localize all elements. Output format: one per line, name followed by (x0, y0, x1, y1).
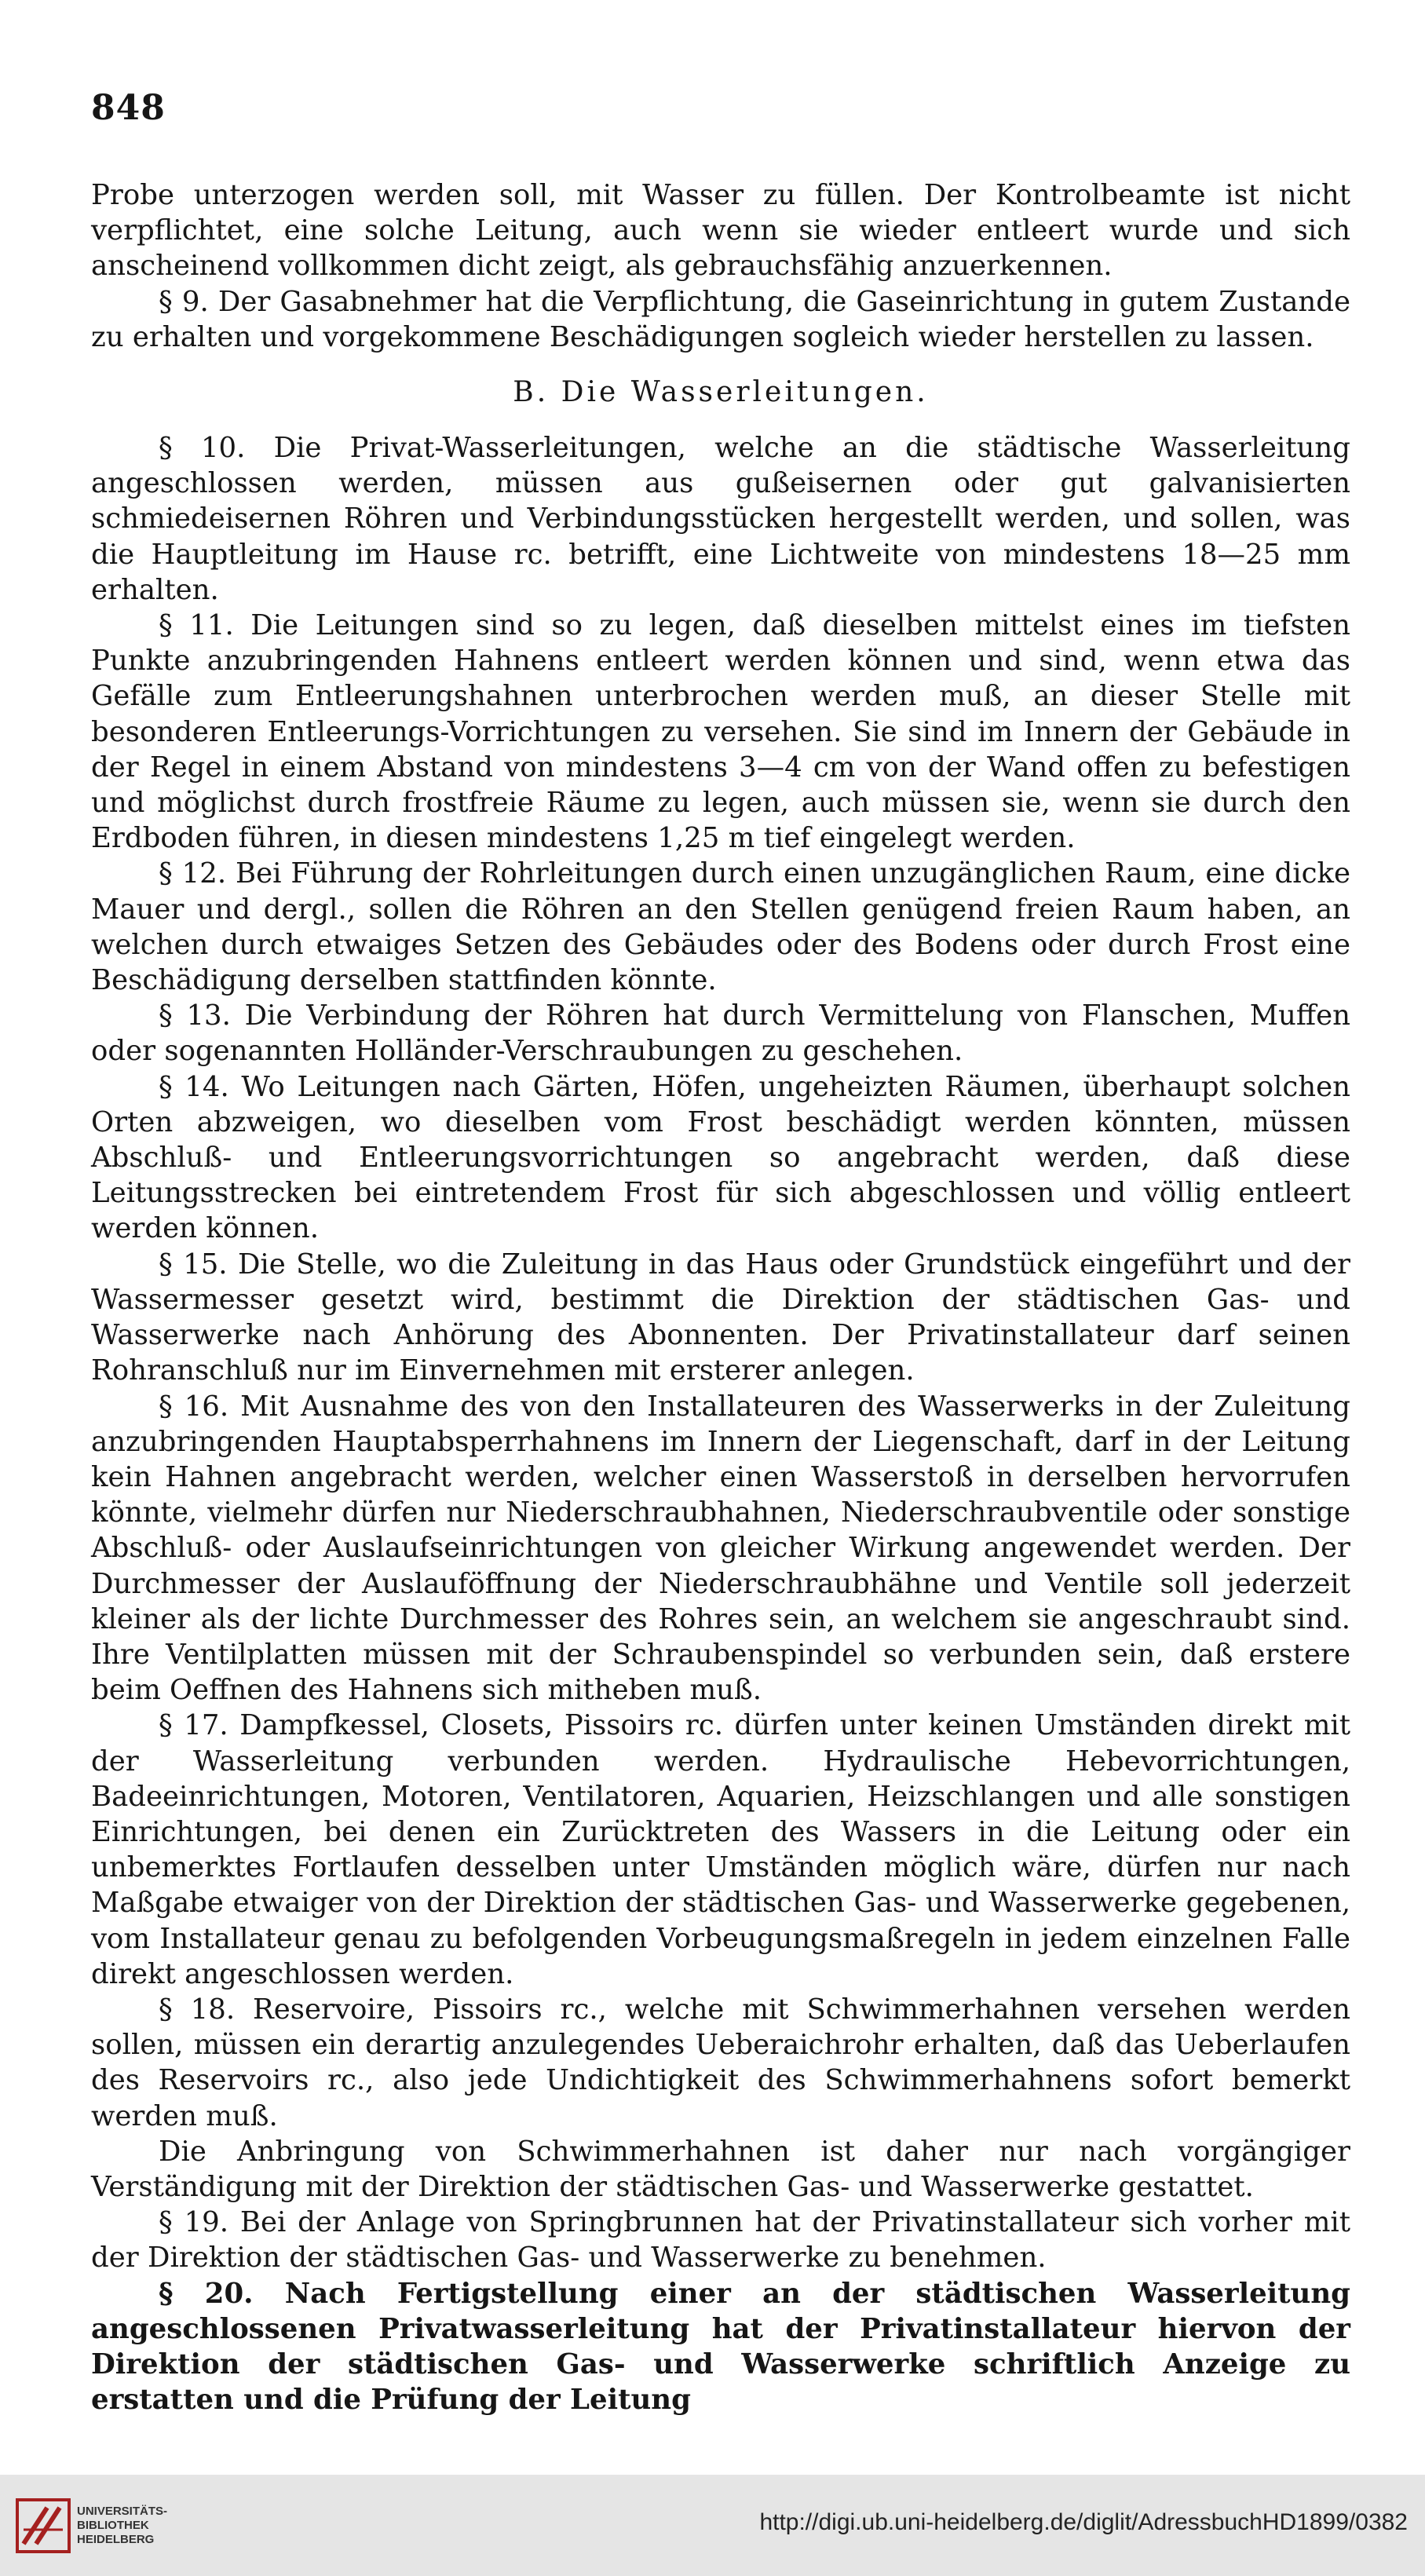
paragraph-section-18: § 18. Reservoire, Pissoirs rc., welche mit Schwimmerhahnen versehen werden sollen, müssen ein derartig anzulegendes Ueberaichrohr erhalten, daß das Ueberlaufen des Reservoirs rc., also jede Undichtigkeit des Schwimmerhahnens sofort bemerkt werden muß. (91, 1993, 1350, 2132)
paragraph-continuation: Probe unterzogen werden soll, mit Wasser zu füllen. Der Kontrolbeamte ist nicht verpflichtet, eine solche Leitung, auch wenn sie wieder entleert wurde und sich anscheinend vollkommen dicht zeigt, als gebrauchsfähig anzuerkennen. (91, 179, 1350, 283)
library-logo[interactable] (16, 2492, 188, 2560)
library-name-line-1: UNIVERSITÄTS- (77, 2505, 168, 2518)
paragraph-section-15: § 15. Die Stelle, wo die Zuleitung in das Haus oder Grundstück eingeführt und der Wassermesser gesetzt wird, bestimmt die Direktion der städtischen Gas- und Wasserwerke nach Anhörung des Abonnenten. Der Privatinstallateur darf seinen Rohranschluß nur im Einvernehmen mit ersterer anlegen. (91, 1248, 1350, 1387)
page-number: 848 (91, 88, 166, 128)
paragraph-section-17: § 17. Dampfkessel, Closets, Pissoirs rc. dürfen unter keinen Umständen direkt mit der Wasserleitung verbunden werden. Hydraulische Hebevorrichtungen, Badeeinrichtungen, Motoren, Ventilatoren, Aquarien, Heizschlangen und alle sonstigen Einrichtungen, bei denen ein Zurücktreten des Wassers in die Leitung oder ein unbemerktes Fortlaufen desselben unter Umständen möglich wäre, dürfen nur nach Maßgabe etwaiger von der Direktion der städtischen Gas- und Wasserwerke gegebenen, vom Installateur genau zu befolgenden Vorbeugungsmaßregeln in jedem einzelnen Falle direkt angeschlossen werden. (91, 1709, 1350, 1990)
library-name (77, 2505, 167, 2547)
paragraph-section-9: § 9. Der Gasabnehmer hat die Verpflichtung, die Gaseinrichtung in gutem Zustande zu erhalten und vorgekommene Beschädigungen sogleich wieder herstellen zu lassen. (91, 285, 1350, 353)
paragraph-section-16: § 16. Mit Ausnahme des von den Installateuren des Wasserwerks in der Zuleitung anzubringenden Hauptabsperrhahnens im Innern der Liegenschaft, darf in der Leitung kein Hahnen angebracht werden, welcher einen Wasserstoß in derselben hervorrufen könnte, vielmehr dürfen nur Niederschraubhahnen, Niederschraubventile oder sonstige Abschluß- oder Auslaufseinrichtungen von gleicher Wirkung angewendet werden. Der Durchmesser der Auslauföffnung der Niederschraubhähne und Ventile soll jederzeit kleiner als der lichte Durchmesser des Rohres sein, an welchem sie angeschraubt sind. Ihre Ventilplatten müssen mit der Schraubenspindel so verbunden sein, daß erstere beim Oeffnen des Hahnens sich mitheben muß. (91, 1390, 1350, 1707)
library-name-line-2: BIBLIOTHEK (77, 2519, 149, 2532)
footer-bar (0, 2475, 1425, 2576)
paragraph-section-18-note: Die Anbringung von Schwimmerhahnen ist daher nur nach vorgängiger Verständigung mit der Direktion der städtischen Gas- und Wasserwerke gestattet. (91, 2135, 1350, 2203)
library-name-line-3: HEIDELBERG (77, 2533, 155, 2546)
paragraph-section-10: § 10. Die Privat-Wasserleitungen, welche an die städtische Wasserleitung angeschlossen werden, müssen aus gußeisernen oder gut galvanisierten schmiedeisernen Röhren und Verbindungsstücken hergestellt werden, und sollen, was die Hauptleitung im Hause rc. betrifft, eine Lichtweite von mindestens 18—25 mm erhalten. (91, 432, 1350, 606)
paragraph-section-11: § 11. Die Leitungen sind so zu legen, daß dieselben mittelst eines im tiefsten Punkte anzubringenden Hahnens entleert werden können und sind, wenn etwa das Gefälle zum Entleerungshahnen unterbrochen werden muß, an dieser Stelle mit besonderen Entleerungs-Vorrichtungen zu versehen. Sie sind im Innern der Gebäude in der Regel in einem Abstand von mindestens 3—4 cm von der Wand offen zu befestigen und möglichst durch frostfreie Räume zu legen, auch müssen sie, wenn sie durch den Erdboden führen, in diesen mindestens 1,25 m tief eingelegt werden. (91, 609, 1350, 855)
paragraph-section-20: § 20. Nach Fertigstellung einer an der städtischen Wasserleitung angeschlossenen Privatwasserleitung hat der Privatinstallateur hiervon der Direktion der städtischen Gas- und Wasserwerke schriftlich Anzeige zu erstatten und die Prüfung der Leitung (91, 2277, 1350, 2417)
source-url-link[interactable]: http://digi.ub.uni-heidelberg.de/diglit/AdressbuchHD1899/0382 (759, 2509, 1408, 2535)
paragraph-section-14: § 14. Wo Leitungen nach Gärten, Höfen, ungeheizten Räumen, überhaupt solchen Orten abzweigen, wo dieselben vom Frost beschädigt werden könnten, müssen Abschluß- und Entleerungsvorrichtungen so angebracht werden, daß diese Leitungsstrecken bei eintretendem Frost für sich abgeschlossen und völlig entleert werden können. (91, 1070, 1350, 1245)
document-body (91, 177, 1350, 2417)
section-heading: B. Die Wasserleitungen. (513, 376, 929, 409)
paragraph-section-19: § 19. Bei der Anlage von Springbrunnen hat der Privatinstallateur sich vorher mit der Direktion der städtischen Gas- und Wasserwerke zu benehmen. (91, 2206, 1350, 2275)
library-seal-icon (16, 2498, 71, 2553)
paragraph-section-13: § 13. Die Verbindung der Röhren hat durch Vermittelung von Flanschen, Muffen oder sogenannten Holländer-Verschraubungen zu geschehen. (91, 999, 1350, 1068)
paragraph-section-12: § 12. Bei Führung der Rohrleitungen durch einen unzugänglichen Raum, eine dicke Mauer und dergl., sollen die Röhren an den Stellen genügend freien Raum haben, an welchen durch etwaiges Setzen des Gebäudes oder des Bodens oder durch Frost eine Beschädigung derselben stattfinden könnte. (91, 857, 1350, 997)
